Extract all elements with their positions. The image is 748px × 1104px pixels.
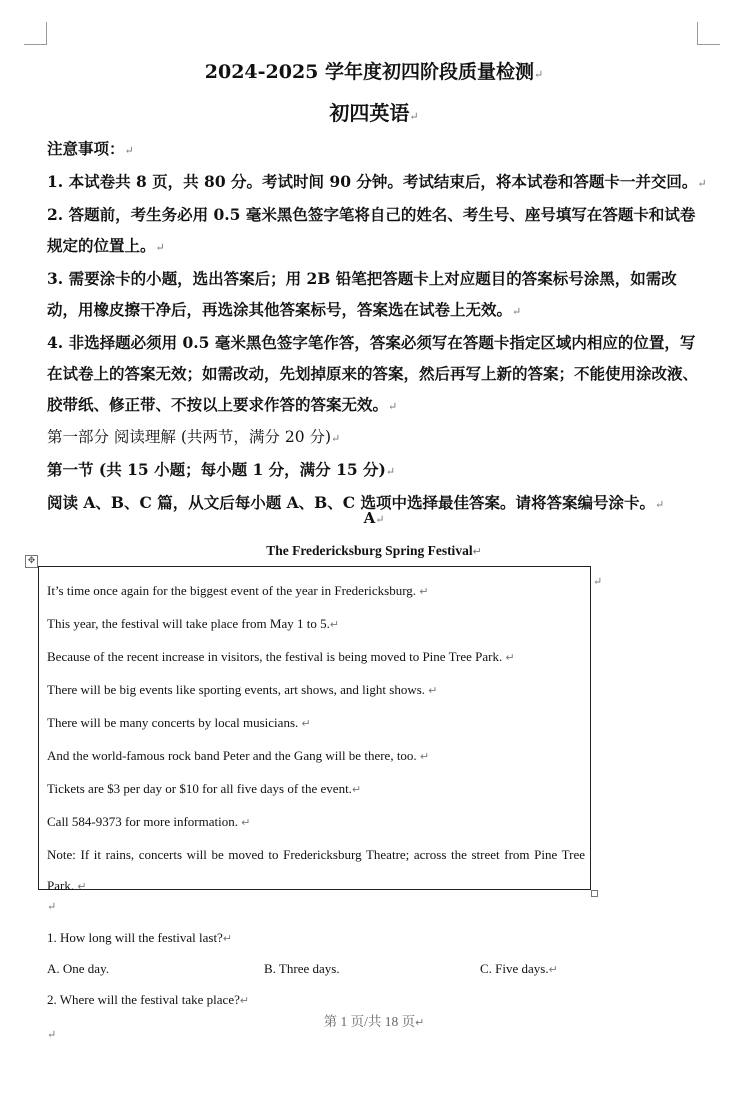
q1-option-c: C. Five days.↵ [480, 961, 558, 976]
question-1: 1. How long will the festival last?↵ [47, 930, 233, 945]
part-heading: 第一部分 阅读理解 (共两节，满分 20 分)↵ [47, 428, 341, 446]
passage-line: There will be many concerts by local musicians. ↵ [47, 715, 311, 730]
table-move-handle-icon[interactable]: ✥ [25, 555, 38, 568]
passage-line: And the world-famous rock band Peter and the Gang will be there, too. ↵ [47, 748, 430, 763]
cell-end-mark: ↵ [593, 575, 603, 588]
q1-option-b: B. Three days. [264, 961, 340, 976]
page-footer: 第 1 页/共 18 页↵ [323, 1014, 425, 1029]
instructions [47, 133, 707, 520]
section-heading: 第一节 (共 15 小题；每小题 1 分，满分 15 分)↵ [47, 460, 396, 479]
reading-instruction: 阅读 A、B、C 篇，从文后每小题 A、B、C 选项中选择最佳答案。请将答案编号涂卡。↵ [47, 493, 665, 512]
passage-line: There will be big events like sporting events, art shows, and light shows. ↵ [47, 682, 438, 697]
note-3: 3. 需要涂卡的小题，选出答案后；用 2B 铅笔把答题卡上对应题目的答案标号涂黑，如需改动，用橡皮擦干净后，再选涂其他答案标号，答案选在试卷上无效。↵ [47, 269, 677, 319]
question-2: 2. Where will the festival take place?↵ [47, 992, 250, 1007]
passage-line: This year, the festival will take place from May 1 to 5.↵ [47, 616, 340, 631]
note-4: 4. 非选择题必须用 0.5 毫米黑色签字笔作答，答案必须写在答题卡指定区域内相应的位置，写在试卷上的答案无效；如需改动，先划掉原来的答案，然后再写上新的答案；不能使用涂改液、胶带纸、修正带、不按以上要求作答的答案无效。↵ [47, 333, 699, 414]
passage-line: It’s time once again for the biggest event of the year in Fredericksburg. ↵ [47, 583, 429, 598]
note-1: 1. 本试卷共 8 页，共 80 分。考试时间 90 分钟。考试结束后，将本试卷和答题卡一并交回。↵ [47, 172, 707, 191]
notes-heading: 注意事项：↵ [47, 139, 134, 158]
empty-paragraph-mark: ↵ [47, 1028, 57, 1041]
exam-title: 2024-2025 学年度初四阶段质量检测↵ [204, 61, 544, 83]
note-2: 2. 答题前，考生务必用 0.5 毫米黑色签字笔将自己的姓名、考生号、座号填写在答题卡和试卷规定的位置上。↵ [47, 205, 696, 255]
passage-title: The Fredericksburg Spring Festival↵ [266, 543, 482, 558]
q1-option-a: A. One day. [47, 961, 109, 976]
passage-line: Tickets are $3 per day or $10 for all five days of the event.↵ [47, 781, 362, 796]
passage-note: Note: If it rains, concerts will be moved to Fredericksburg Theatre; across the street from Pine Tree Park. ↵ [47, 847, 585, 893]
crop-mark-top-right [697, 22, 720, 45]
empty-paragraph-mark: ↵ [47, 900, 57, 913]
passage-line: Call 584-9373 for more information. ↵ [47, 814, 251, 829]
subject-title: 初四英语↵ [329, 101, 419, 125]
passage-line: Because of the recent increase in visitors, the festival is being moved to Pine Tree Park. ↵ [47, 649, 515, 664]
crop-mark-top-left [24, 22, 47, 45]
passage-box [38, 566, 591, 893]
passage-letter: A↵ [363, 509, 385, 527]
table-resize-handle[interactable] [591, 890, 598, 897]
